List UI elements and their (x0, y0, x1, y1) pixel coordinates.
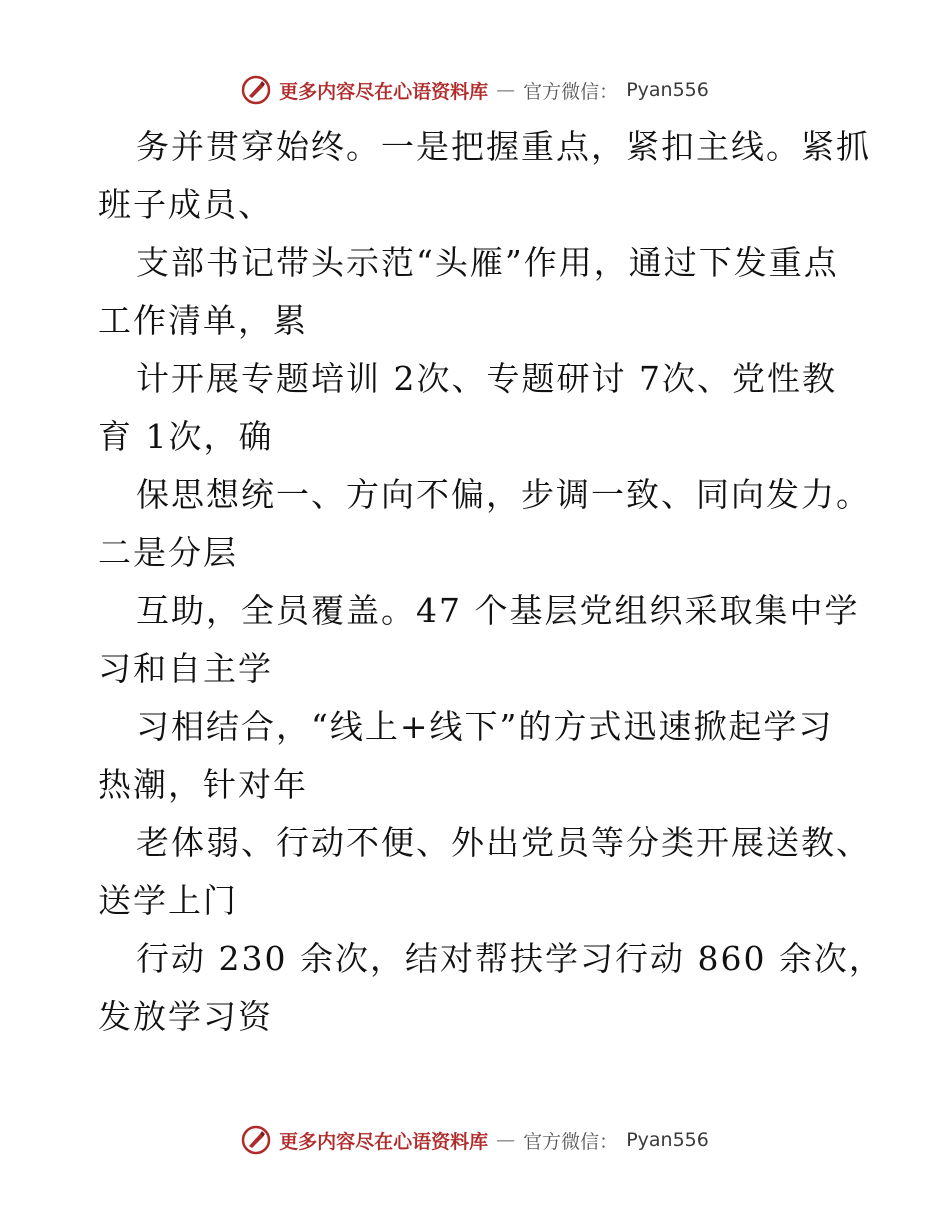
paragraph-line: 老体弱、行动不便、外出党员等分类开展送教、 (136, 823, 871, 862)
paragraph-line: 送学上门 (98, 881, 238, 920)
paragraph-line: 习和自主学 (98, 649, 273, 688)
paragraph-1 (98, 118, 871, 234)
paragraph-line: 计开展专题培训 2次、专题研讨 7次、党性教 (136, 359, 837, 398)
paragraph-line: 工作清单，累 (98, 301, 308, 340)
paragraph-line: 行动 230 余次，结对帮扶学习行动 860 余次， (136, 939, 884, 978)
pen-nib-logo-icon (241, 1125, 271, 1155)
paragraph-6 (98, 698, 858, 814)
paragraph-2 (98, 234, 858, 350)
paragraph-5 (98, 582, 858, 698)
paragraph-line: 二是分层 (98, 533, 238, 572)
paragraph-line: 班子成员、 (98, 185, 273, 224)
document-body (98, 118, 884, 1046)
watermark-wechat-label: 官方微信： (523, 80, 619, 103)
footer-watermark (0, 1120, 950, 1160)
header-watermark (0, 70, 950, 110)
paragraph-7 (98, 814, 871, 930)
watermark-site-text: 更多内容尽在心语资料库 (279, 80, 489, 103)
watermark-wechat-id: Pyan556 (626, 1129, 709, 1151)
paragraph-line: 发放学习资 (98, 997, 273, 1036)
paragraph-line: 热潮，针对年 (98, 765, 308, 804)
watermark-site-text: 更多内容尽在心语资料库 (279, 1130, 489, 1153)
watermark-wechat-id: Pyan556 (626, 79, 709, 101)
paragraph-line: 习相结合，“线上+线下”的方式迅速掀起学习 (136, 707, 834, 746)
paragraph-line: 支部书记带头示范“头雁”作用，通过下发重点 (136, 243, 839, 282)
paragraph-line: 育 1次，确 (98, 417, 274, 456)
paragraph-line: 互助，全员覆盖。47 个基层党组织采取集中学 (136, 591, 860, 630)
paragraph-line: 务并贯穿始终。一是把握重点，紧扣主线。紧抓 (136, 127, 871, 166)
paragraph-3 (98, 350, 858, 466)
paragraph-4 (98, 466, 871, 582)
pen-nib-logo-icon (241, 75, 271, 105)
paragraph-8 (98, 930, 884, 1046)
paragraph-line: 保思想统一、方向不偏，步调一致、同向发力。 (136, 475, 871, 514)
watermark-dash: — (496, 1129, 516, 1151)
watermark-dash: — (496, 79, 516, 101)
watermark-wechat-label: 官方微信： (523, 1130, 619, 1153)
